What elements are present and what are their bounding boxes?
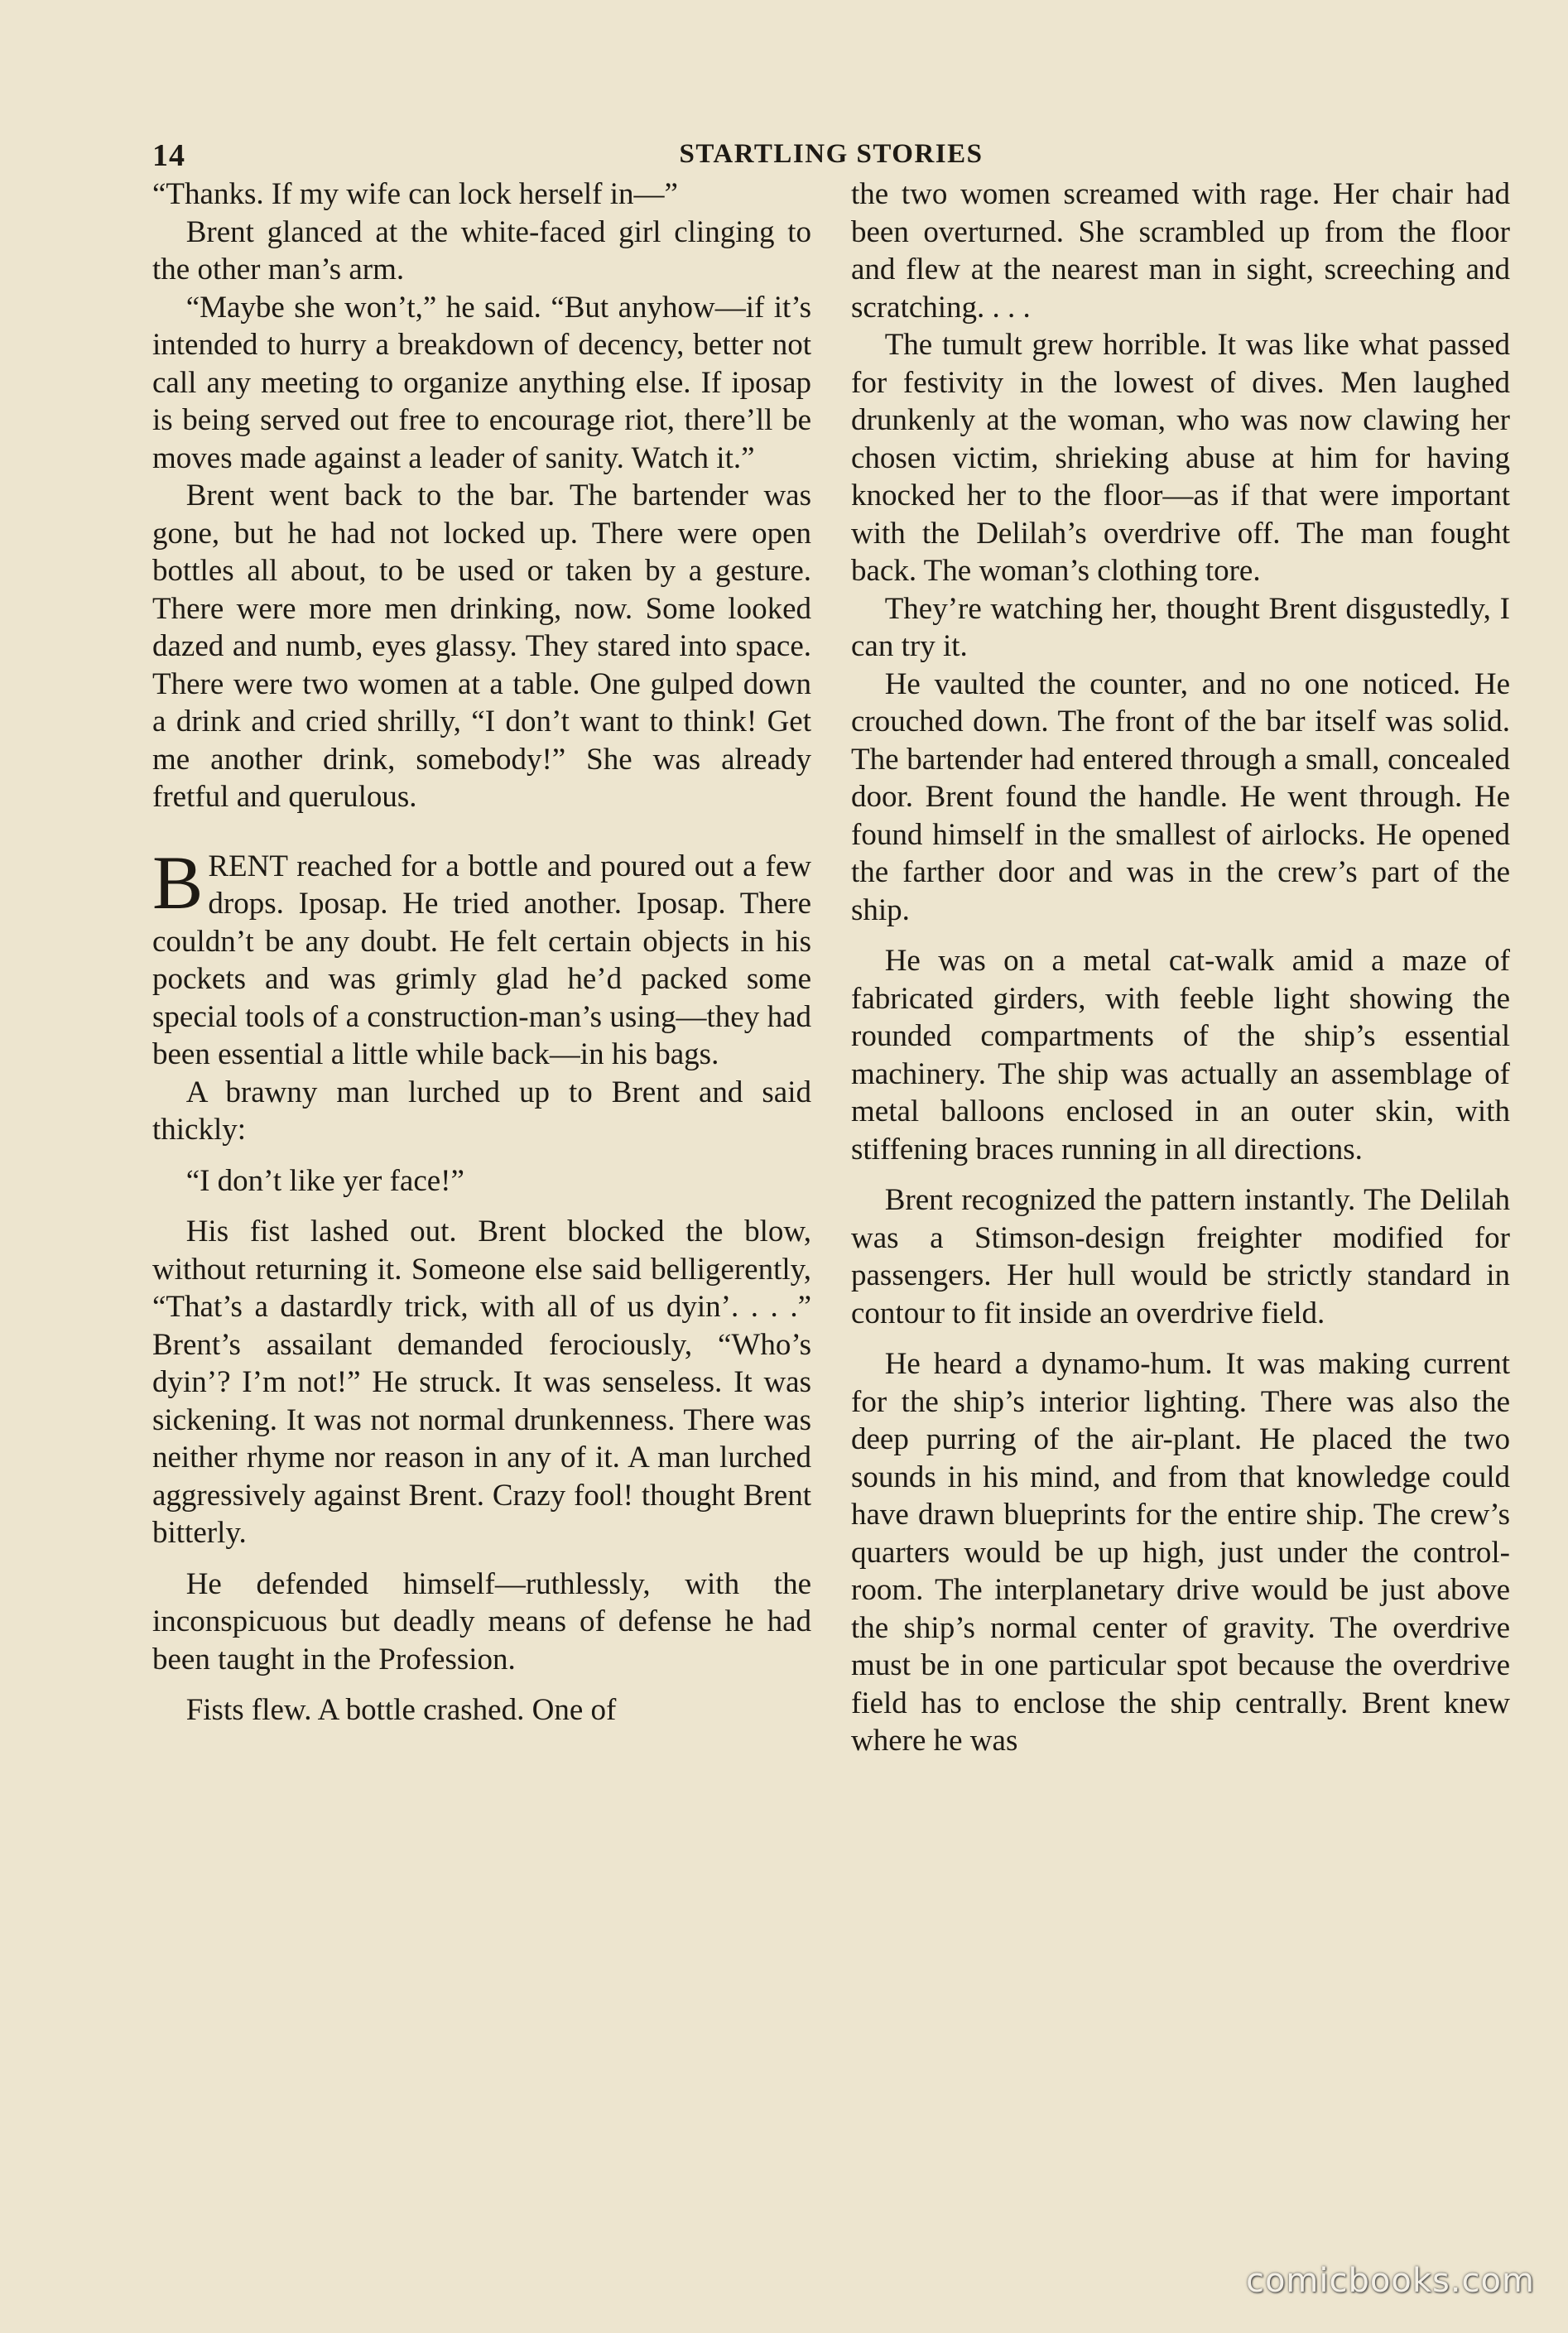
paragraph-text: RENT reached for a bottle and poured out a few drops. Iposap. He tried another. Iposap. There couldn’t be any doubt. He felt certain objects in his pockets and was grimly glad he’d packed some special tools of a construction-man’s using—they had been essential a little while back—in his bags. <box>152 849 811 1071</box>
paragraph: A brawny man lurched up to Brent and said thickly: <box>152 1075 811 1147</box>
drop-cap: B <box>152 839 204 925</box>
page-header <box>152 137 1510 176</box>
paragraph: “Maybe she won’t,” he said. “But anyhow—if it’s intended to hurry a breakdown of decency, better not call any meeting to organize anything else. If iposap is being served out free to encourage riot, there’ll be moves made against a leader of sanity. Watch it.” <box>152 290 811 475</box>
page-number: 14 <box>152 138 185 173</box>
paragraph: Brent recognized the pattern instantly. The Delilah was a Stimson-design freighter modified for passengers. Her hull would be strictly standard in contour to fit inside an overdrive field. <box>851 1183 1510 1330</box>
paragraph: He defended himself—ruthlessly, with the inconspicuous but deadly means of defense he had been taught in the Profession. <box>152 1566 811 1676</box>
paragraph: Fists flew. A bottle crashed. One of <box>185 1693 617 1727</box>
paragraph: the two women screamed with rage. Her chair had been overturned. She scrambled up from the floor and flew at the nearest man in sight, screeching and scratching. . . . <box>851 177 1510 325</box>
paragraph: Brent went back to the bar. The bartender was gone, but he had not locked up. There were open bottles all about, to be used or taken by a gesture. There were more men drinking, now. Some looked dazed and numb, eyes glassy. They stared into space. There were two women at a table. One gulped down a drink and cried shrilly, “I don’t want to think! Get me another drink, somebody!” She was already fretful and querulous. <box>152 479 811 814</box>
paragraph: He was on a metal cat-walk amid a maze of fabricated girders, with feeble light showing the rounded compartments of the ship’s essential machinery. The ship was actually an assemblage of metal balloons enclosed in an outer skin, with stiffening braces running in all directions. <box>851 944 1510 1166</box>
paragraph: He vaulted the counter, and no one noticed. He crouched down. The front of the bar itself was solid. The bartender had entered through a small, concealed door. Brent found the handle. He went through. He found himself in the smallest of airlocks. He opened the farther door and was in the crew’s part of the ship. <box>851 666 1510 927</box>
running-head: STARTLING STORIES <box>679 139 984 169</box>
paragraph: They’re watching her, thought Brent disgustedly, I can try it. <box>851 591 1510 663</box>
watermark: comicbooks.com <box>1245 2262 1535 2300</box>
paragraph: He heard a dynamo-hum. It was making current for the ship’s interior lighting. There was also the deep purring of the air-plant. He placed the two sounds in his mind, and from that knowledge could have drawn blueprints for the entire ship. The crew’s quarters would be up high, just under the control-room. The interplanetary drive would be just above the ship’s normal center of gravity. The overdrive must be in one particular spot because the overdrive field has to enclose the ship centrally. Brent knew where he was <box>851 1347 1510 1758</box>
paragraph: Brent glanced at the white-faced girl clinging to the other man’s arm. <box>152 214 811 286</box>
paragraph: “Thanks. If my wife can lock herself in—” <box>152 177 678 211</box>
paragraph: His fist lashed out. Brent blocked the blow, without returning it. Someone else said belligerently, “That’s a dastardly trick, with all of us dyin’. . . .” Brent’s assailant demanded ferociously, “Who’s dyin’? I’m not!” He struck. It was senseless. It was sickening. It was not normal drunkenness. There was neither rhyme nor reason in any of it. A man lurched aggressively against Brent. Crazy fool! thought Brent bitterly. <box>152 1215 811 1550</box>
right-column <box>851 176 1510 1760</box>
paragraph: “I don’t like yer face!” <box>185 1163 464 1198</box>
dropcap-paragraph <box>152 839 811 1074</box>
left-column <box>152 176 811 1729</box>
paragraph: The tumult grew horrible. It was like what passed for festivity in the lowest of dives. Men laughed drunkenly at the woman, who was now clawing her chosen victim, shrieking abuse at him for having knocked her to the floor—as if that were important with the Delilah’s overdrive off. The man fought back. The woman’s clothing tore. <box>851 328 1510 588</box>
